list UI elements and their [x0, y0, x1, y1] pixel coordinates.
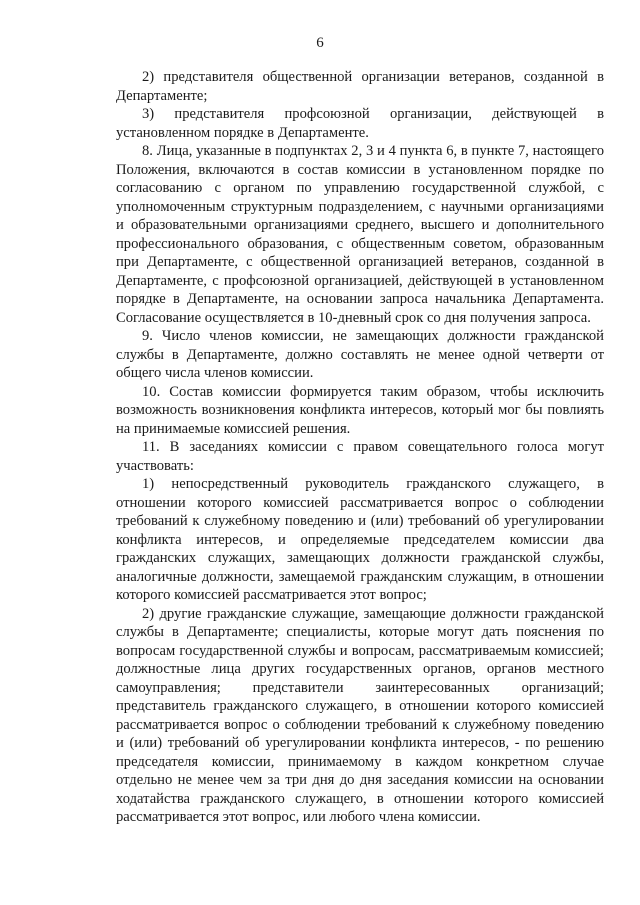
paragraph-clause-11: 11. В заседаниях комиссии с правом совещательного голоса могут участвовать:	[116, 439, 604, 474]
paragraph-clause-9: 9. Число членов комиссии, не замещающих должности гражданской службы в Департаменте, должно составлять не менее одной четверти от общего числа членов комиссии.	[116, 328, 604, 381]
page-number: 6	[316, 35, 324, 51]
paragraph-clause-10: 10. Состав комиссии формируется таким образом, чтобы исключить возможность возникновения конфликта интересов, который мог бы повлиять на принимаемые комиссией решения.	[116, 383, 604, 437]
paragraph-clause-11-subitem-2: 2) другие гражданские служащие, замещающие должности гражданской службы в Департаменте; специалисты, которые могут дать пояснения по вопросам государственной службы и вопросам, рассматриваемым комиссией; должностные лица других государственных органов, органов местного самоуправления; представители заинтересованных организаций; представитель гражданского служащего, в отношении которого комиссией рассматривается вопрос о соблюдении требований к служебному поведению и (или) требований об урегулировании конфликта интересов, - по решению председателя комиссии, принимаемому в каждом конкретном случае отдельно не менее чем за три дня до дня заседания комиссии на основании ходатайства гражданского служащего, в отношении которого комиссией рассматривается этот вопрос, или любого члена комиссии.	[116, 605, 604, 825]
paragraph-clause-8: 8. Лица, указанные в подпунктах 2, 3 и 4 пункта 6, в пункте 7, настоящего Положения, включаются в состав комиссии в установленном порядке по согласованию с органом по управлению государственной службой, с уполномоченным структурным подразделением, с научными организациями и образовательными организациями среднего, высшего и дополнительного профессионального образования, с общественным советом, образованным при Департаменте, с общественной организацией ветеранов, созданной в Департаменте, с профсоюзной организацией, действующей в установленном порядке в Департаменте, на основании запроса начальника Департамента. Согласование осуществляется в 10-дневный срок со дня получения запроса.	[116, 143, 604, 326]
paragraph-clause-11-subitem-1: 1) непосредственный руководитель гражданского служащего, в отношении которого комиссией рассматривается вопрос о соблюдении требований к служебному поведению и (или) требований об урегулировании конфликта интересов, и определяемые председателем комиссии два гражданских служащих, замещающих должности гражданской службы, аналогичные должности, замещаемой гражданским служащим, в отношении которого комиссией рассматривается этот вопрос;	[116, 476, 604, 603]
document-body	[116, 68, 604, 827]
paragraph-subitem-2-veterans: 2) представителя общественной организации ветеранов, созданной в Департаменте;	[116, 69, 604, 104]
paragraph-subitem-3-trade-union: 3) представителя профсоюзной организации, действующей в установленном порядке в Департаменте.	[116, 106, 604, 141]
